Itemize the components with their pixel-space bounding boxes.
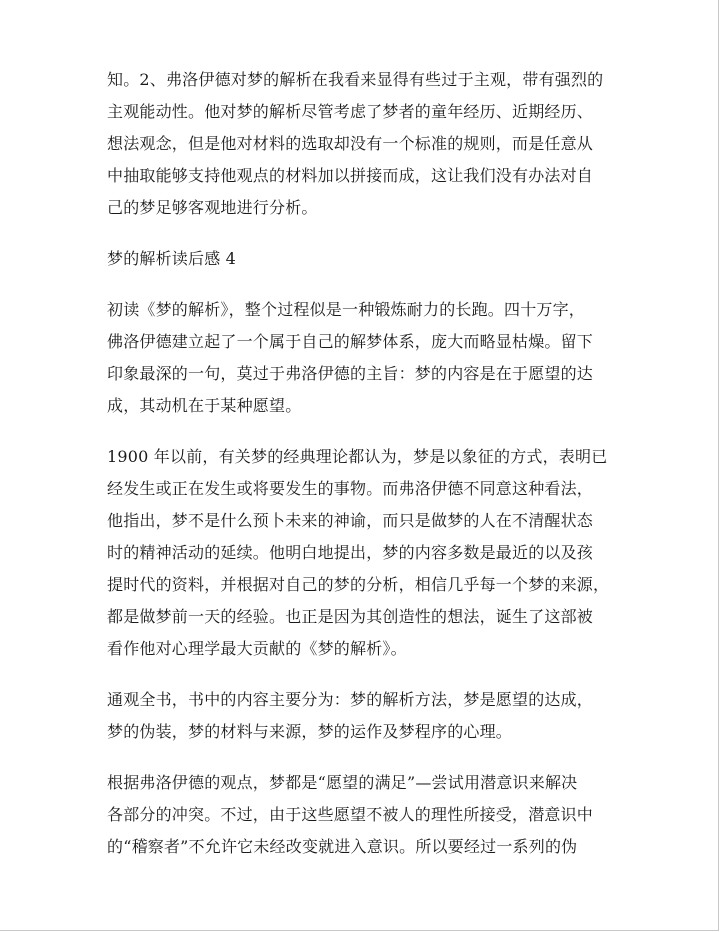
paragraph-overview [107,684,617,748]
text-line: 经发生或正在发生或将要发生的事物。而弗洛伊德不同意这种看法， [107,479,594,498]
text-line: 印象最深的一句，莫过于弗洛伊德的主旨：梦的内容是在于愿望的达 [107,364,594,383]
text-line: 各部分的冲突。不过，由于这些愿望不被人的理性所接受，潜意识中 [107,805,594,824]
paragraph-critique [107,64,617,224]
paragraph-first-reading [107,294,617,422]
text-line: 初读《梦的解析》，整个过程似是一种锻炼耐力的长跑。四十万字， [107,300,586,319]
text-line: 时的精神活动的延续。他明白地提出，梦的内容多数是最近的以及孩 [107,543,594,562]
text-line: 通观全书，书中的内容主要分为：梦的解析方法，梦是愿望的达成， [107,690,594,709]
paragraph-wish-fulfillment [107,767,617,863]
text-line: 看作他对心理学最大贡献的《梦的解析》。 [107,639,407,658]
text-line: 佛洛伊德建立起了一个属于自己的解梦体系，庞大而略显枯燥。留下 [107,332,594,351]
paragraph-history [107,441,617,665]
text-line: 主观能动性。他对梦的解析尽管考虑了梦者的童年经历、近期经历、 [107,102,594,121]
text-line: 己的梦足够客观地进行分析。 [107,198,318,217]
text-line: 1900 年以前，有关梦的经典理论都认为，梦是以象征的方式，表明已 [107,447,608,466]
document-body [107,64,617,882]
text-line: 成，其动机在于某种愿望。 [107,396,302,415]
text-line: 想法观念，但是他对材料的选取却没有一个标准的规则，而是任意从 [107,134,594,153]
text-line: 中抽取能够支持他观点的材料加以拼接而成，这让我们没有办法对自 [107,166,594,185]
text-line: 都是做梦前一天的经验。也正是因为其创造性的想法，诞生了这部被 [107,607,594,626]
section-heading [107,243,617,275]
text-line: 的“稽察者”不允许它未经改变就进入意识。所以要经过一系列的伪 [107,837,578,856]
text-line: 提时代的资料，并根据对自己的梦的分析，相信几乎每一个梦的来源， [107,575,610,594]
text-line: 梦的伪装，梦的材料与来源，梦的运作及梦程序的心理。 [107,722,513,741]
text-line: 他指出，梦不是什么预卜未来的神谕，而只是做梦的人在不清醒状态 [107,511,594,530]
text-line: 知。2、弗洛伊德对梦的解析在我看来显得有些过于主观，带有强烈的 [107,70,604,89]
heading-text: 梦的解析读后感 4 [107,249,237,268]
text-line: 根据弗洛伊德的观点，梦都是“愿望的满足”—尝试用潜意识来解决 [107,773,578,792]
